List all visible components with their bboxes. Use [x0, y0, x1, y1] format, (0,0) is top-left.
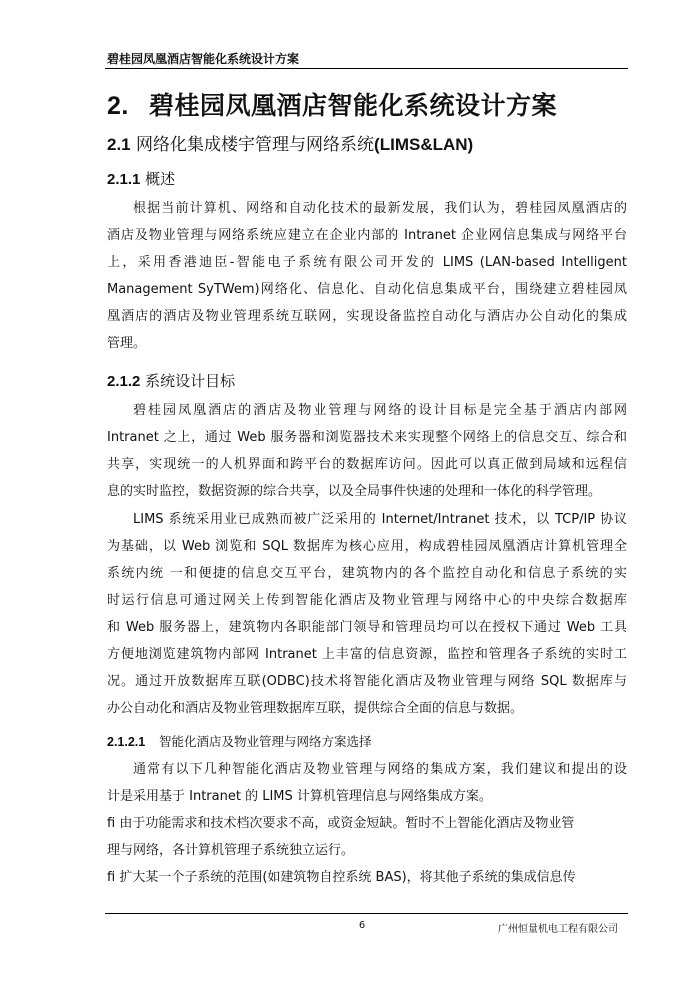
goals-line: 方便地浏览建筑物内部网 Intranet 上丰富的信息资源，监控和管理各子系统的实时工 [107, 647, 627, 662]
options-number: 2.1.2.1 [107, 735, 146, 749]
options-line: 通常有以下几种智能化酒店及物业管理与网络的集成方案，我们建议和提出的设 [133, 762, 627, 777]
chapter-heading [107, 86, 557, 122]
overview-line: 酒店及物业管理与网络系统应建立在企业内部的 Intranet 企业网信息集成与网络平台 [107, 228, 627, 243]
goals-title: 系统设计目标 [145, 372, 236, 390]
overview-number: 2.1.1 [107, 171, 141, 188]
overview-title: 概述 [145, 170, 176, 188]
bullet-item [107, 869, 627, 887]
chapter-number: 2. [107, 92, 129, 120]
goals-line: 时运行信息可通过网关上传到智能化酒店及物业管理与网络中心的中央综合数据库 [107, 593, 627, 608]
goals-number: 2.1.2 [107, 373, 141, 390]
goals-line: LIMS 系统采用业已成熟而被广泛采用的 Internet/Intranet 技术，以 TCP/IP 协议 [133, 512, 627, 527]
overview-line: Management SyTWem)网络化、信息化、自动化信息集成平台，围绕建立碧桂园凤 [107, 282, 627, 297]
goals-line: 况。通过开放数据库互联(ODBC)技术将智能化酒店及物业管理与网络 SQL 数据库与 [107, 674, 627, 689]
section-tag: (LIMS&LAN) [374, 135, 474, 154]
bullet-text: 扩大某一个子系统的范围(如建筑物自控系统 BAS)，将其他子系统的集成信息传 [119, 870, 576, 885]
bullet-text: 由于功能需求和技术档次要求不高，或资金短缺。暂时不上智能化酒店及物业管 [119, 816, 575, 831]
section-heading [107, 130, 473, 155]
bullet-glyph: fi [107, 870, 116, 885]
overview-heading [107, 168, 175, 189]
goals-heading [107, 370, 235, 391]
goals-line: Intranet 之上，通过 Web 服务器和浏览器技术来实现整个网络上的信息交互、综合和 [107, 430, 627, 445]
overview-line: 上，采用香港迪臣-智能电子系统有限公司开发的 LIMS (LAN-based Intelligent [107, 255, 627, 270]
goals-line: 息的实时监控，数据资源的综合共享，以及全局事件快速的处理和一体化的科学管理。 [107, 484, 602, 499]
company-name: 广州恒量机电工程有限公司 [498, 924, 618, 935]
goals-line: 为基础，以 Web 浏览和 SQL 数据库为核心应用，构成碧桂园凤凰酒店计算机管理全 [107, 539, 627, 554]
options-heading [107, 732, 372, 750]
overview-line: 凰酒店的酒店及物业管理系统互联网，实现设备监控自动化与酒店办公自动化的集成 [107, 309, 627, 324]
section-title: 网络化集成楼宇管理与网络系统 [136, 135, 375, 155]
overview-line: 管理。 [107, 336, 147, 351]
header-rule [105, 68, 628, 69]
page-number: 6 [358, 920, 366, 931]
bullet-item [107, 815, 627, 833]
bullet-glyph: fi [107, 816, 116, 831]
footer-rule [105, 913, 628, 914]
goals-line: 办公自动化和酒店及物业管理数据库互联，提供综合全面的信息与数据。 [107, 701, 524, 716]
bullet-continuation: 理与网络，各计算机管理子系统独立运行。 [107, 843, 355, 858]
goals-line: 共享，实现统一的人机界面和跨平台的数据库访问。因此可以真正做到局域和远程信 [107, 457, 627, 472]
goals-line: 和 Web 服务器上，建筑物内各职能部门领导和管理员均可以在授权下通过 Web 工具 [107, 620, 627, 635]
options-line: 计是采用基于 Intranet 的 LIMS 计算机管理信息与网络集成方案。 [107, 789, 492, 804]
options-title: 智能化酒店及物业管理与网络方案选择 [159, 734, 372, 749]
goals-line: 碧桂园凤凰酒店的酒店及物业管理与网络的设计目标是完全基于酒店内部网 [133, 403, 627, 418]
chapter-title: 碧桂园凤凰酒店智能化系统设计方案 [149, 91, 558, 120]
running-header: 碧桂园凤凰酒店智能化系统设计方案 [107, 52, 300, 66]
section-number: 2.1 [107, 135, 131, 154]
overview-line: 根据当前计算机、网络和自动化技术的最新发展，我们认为，碧桂园凤凰酒店的 [133, 201, 627, 216]
goals-line: 系统内统 一和便捷的信息交互平台，建筑物内的各个监控自动化和信息子系统的实 [107, 566, 627, 581]
